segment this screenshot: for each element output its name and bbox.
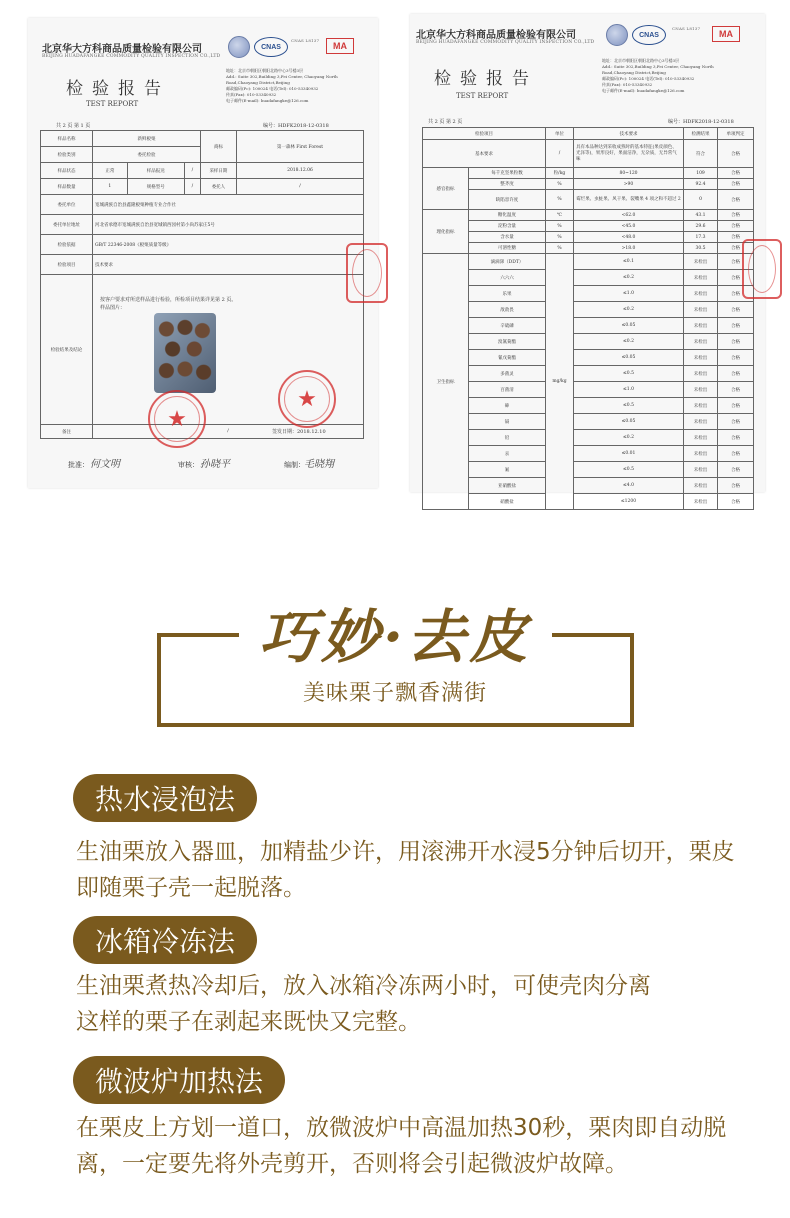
- lab-name: 北京华大方科商品质量检验有限公司: [42, 44, 202, 55]
- red-seal-stamp: ★: [278, 370, 336, 428]
- method-2-title: 冰箱冷冻法: [73, 916, 257, 964]
- report-info-table: 样品名称 新鲜板栗 商标 第一森林 First Forest 检验类别 委托检验 样品状态 正常 样品报送 / 采样日期 2018.12.06 样品数量 1 规格型号 / 委托人 / 委托单位 宽城满族自治县鑫隆板栗种植专业合作社 委托单位地址 河北省承德市宽城满族自治县宽城镇西园村第小尚苏家庄5号 检验依据 GB/T 22346-2008《板栗质量等级》 检验项目 技术要求 检验结果及结论 备注 /: [40, 130, 364, 439]
- report-title-en: TEST REPORT: [456, 92, 509, 100]
- test-report-page-2: [410, 14, 765, 505]
- lab-address: 地址：北京市朝阳区朝阳北路中心3号楼3层 Add.: Suite 302,Building 3,Fei Center, Chaoyang North Road,Chaoyang District,Beijing 邮政编码(Pc): 100024 电话(Tel): 010-53340932 传真(Fax): 010-53340932 电子邮件(E-mail): huadafangke@126.com: [226, 68, 338, 103]
- red-seal-stamp: ★: [148, 390, 206, 448]
- editor-label: 编制：: [284, 461, 305, 469]
- method-1-title: 热水浸泡法: [73, 774, 257, 822]
- lab-name: 北京华大方科商品质量检验有限公司: [416, 30, 576, 41]
- cnas-number: CNAS L8137: [291, 38, 320, 43]
- globe-logo-icon: [228, 36, 250, 58]
- reviewer-label: 审核：: [178, 461, 199, 469]
- reviewer-signature: 孙晓平: [200, 459, 230, 470]
- report-number: 编号：HDFK2018-12-0318: [668, 119, 734, 125]
- sample-photo-label: 样品图片：: [100, 305, 126, 311]
- test-results-table: 检验项目 单位 技术要求 检测结果 单项判定 基本要求 / 具有本品种达到采收成熟时的基本特征(果皮颜色、光泽等)，果形良好，果面洁净，无杂质，无异常气味 符合 合格 感官指标 每千克坚果粒数 粒/kg 80~120 109 合格 整齐度 % >90 92.4 合格 缺陷容许度 % 霉烂果、虫蛀果、风干果、裂嘴果 4 项之和不超过 2 0 合格 理化指标 糖化温度 ℃ <62.0 43.1 合格 淀粉含量 % <45.0 29.6 合格 含水量 % <48.0 17.3 合格 可溶性糖 % >18.0 30.5 合格 卫生指标 滴滴涕（DDT） mg/kg ≤0.1 未检出 合格 六六六 ≤0.2 未检出 合格 乐果 ≤1.0 未检出 合格 敌敌畏 ≤0.2 未检出 合格 辛硫磷 ≤0.05 未检出 合格 溴氰菊酯 ≤0.2 未检出 合格 氰戊菊酯 ≤0.05 未检出 合格 多菌灵 ≤0.5 未检出 合格 百菌清 ≤1.0 未检出 合格 砷 ≤0.5 未检出 合格 镉 ≤0.05 未检出 合格 铅 ≤0.2 未检出 合格 汞 ≤0.01 未检出 合格 氟 ≤0.5 未检出 合格 亚硝酸盐 ≤4.0 未检出 合格 硝酸盐 ≤1200 未检出 合格: [422, 127, 754, 510]
- report-number: 编号：HDFK2018-12-0318: [263, 123, 329, 129]
- ma-logo-icon: MA: [712, 26, 740, 42]
- page-info: 共 2 页 第 1 页: [56, 123, 91, 129]
- method-3-text: 在栗皮上方划一道口，放微波炉中高温加热30秒，栗肉即自动脱离，一定要先将外壳剪开，否则将会引起微波炉故障。: [76, 1115, 727, 1177]
- approver-signature: 何文明: [90, 459, 120, 470]
- lab-name-en: BEIJING HUADAFANGKE COMMODITY QUALITY INSPECTION CO.,LTD: [42, 54, 221, 59]
- cnas-logo-icon: CNAS: [254, 37, 288, 57]
- globe-logo-icon: [606, 24, 628, 46]
- editor-signature: 毛晓翔: [304, 459, 334, 470]
- cnas-logo-icon: CNAS: [632, 25, 666, 45]
- red-seam-stamp: [346, 243, 388, 303]
- section-title: 巧妙·去皮: [258, 603, 532, 671]
- method-3-title: 微波炉加热法: [73, 1056, 285, 1104]
- lab-address: 地址：北京市朝阳区朝阳北路中心3号楼3层 Add.: Suite 302,Building 3,Fei Center, Chaoyang North Road,Chaoyang District,Beijing 邮政编码(Pc): 100024 电话(Tel): 010-53340932 传真(Fax): 010-53340932 电子邮件(E-mail): huadafangke@126.com: [602, 58, 714, 93]
- page-info: 共 2 页 第 2 页: [428, 119, 463, 125]
- conclusion-text: 按客户要求对所送样品进行检验，所检项目结果详见第 2 页。: [100, 297, 237, 303]
- method-2-text: 生油栗煮热冷却后，放入冰箱冷冻两小时，可使壳肉分离 这样的栗子在剥起来既快又完整。: [76, 973, 651, 1035]
- approver-label: 批准：: [68, 461, 89, 469]
- cnas-number: CNAS L8137: [672, 26, 701, 31]
- report-title: 检验报告: [434, 69, 538, 89]
- report-title-en: TEST REPORT: [86, 100, 139, 108]
- method-1-text: 生油栗放入器皿，加精盐少许，用滚沸开水浸5分钟后切开，栗皮即随栗子壳一起脱落。: [76, 839, 735, 901]
- ma-logo-icon: MA: [326, 38, 354, 54]
- chestnut-sample-photo: [154, 313, 216, 393]
- issue-date: 签发日期：2018.12.10: [272, 429, 326, 435]
- red-seam-stamp: [742, 239, 782, 299]
- test-report-page-1: [28, 18, 378, 488]
- report-title: 检验报告: [66, 79, 170, 99]
- lab-name-en: BEIJING HUADAFANGKE COMMODITY QUALITY INSPECTION CO.,LTD: [416, 40, 595, 45]
- section-subtitle: 美味栗子飘香满街: [302, 681, 487, 706]
